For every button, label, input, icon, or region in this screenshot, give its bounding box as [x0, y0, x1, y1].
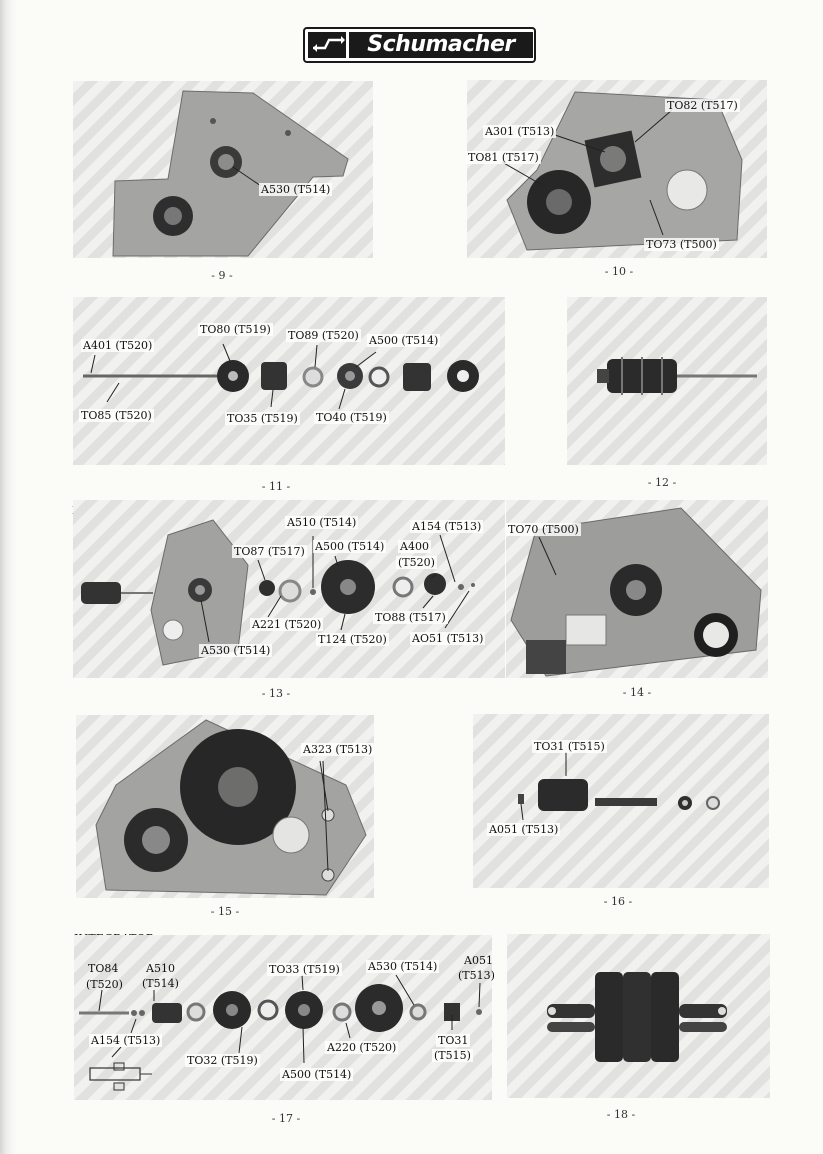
fig11-label-to35: TO35 (T519) [227, 412, 298, 425]
figure-18-photo [507, 934, 770, 1098]
fig11-label-a500: A500 (T514) [369, 334, 439, 347]
figure-9-photo [73, 81, 373, 258]
fig17-label-to31: TO31 [438, 1034, 469, 1047]
fig16-label-to31: TO31 (T515) [534, 740, 605, 753]
fig16-label-a051: A051 (T513) [489, 823, 559, 836]
fig17-label-a510: A510 [146, 962, 175, 975]
fig13-label-a154: A154 (T513) [412, 520, 482, 533]
fig17-label-to33: TO33 (T519) [269, 963, 340, 976]
fig13-label-to88: TO88 (T517) [375, 611, 446, 624]
fig13-label-a530: A530 (T514) [201, 644, 271, 657]
fig13-label-t124: T124 (T520) [318, 633, 387, 646]
figure-14-caption: - 14 - [622, 686, 652, 699]
fig13-label-ao51: AO51 (T513) [412, 632, 484, 645]
fig17-label-a051: A051 [464, 954, 493, 967]
fig13-label-to87: TO87 (T517) [234, 545, 305, 558]
figure-13-caption: - 13 - [261, 687, 291, 700]
fig10-label-to81: TO81 (T517) [468, 151, 539, 164]
fig10-label-to82: TO82 (T517) [667, 99, 738, 112]
figure-11-caption: - 11 - [261, 480, 291, 493]
schumacher-arrows-icon [308, 32, 346, 58]
figure-12-caption: - 12 - [647, 476, 677, 489]
figure-16-caption: - 16 - [603, 895, 633, 908]
binder-edge [0, 0, 18, 1154]
fig11-label-to80: TO80 (T519) [200, 323, 271, 336]
fig17-label-a500: A500 (T514) [282, 1068, 352, 1081]
fig13-label-a510: A510 (T514) [287, 516, 357, 529]
figure-17-caption: - 17 - [271, 1112, 301, 1125]
fig11-label-to40: TO40 (T519) [316, 411, 387, 424]
fig17-label-a510-code: (T514) [142, 977, 179, 990]
figure-10-caption: - 10 - [604, 265, 634, 278]
fig13-label-a221: A221 (T520) [252, 618, 322, 631]
fig11-label-a401: A401 (T520) [83, 339, 153, 352]
fig13-label-a400: A400 [400, 540, 429, 553]
fig10-label-to73: TO73 (T500) [646, 238, 717, 251]
figure-15-caption: - 15 - [210, 905, 240, 918]
figure-9-caption: - 9 - [211, 269, 233, 282]
brand-name: Schumacher [349, 32, 533, 58]
fig17-label-a154: A154 (T513) [91, 1034, 161, 1047]
fig13-label-a400-code: (T520) [398, 556, 435, 569]
fig11-label-to85: TO85 (T520) [81, 409, 152, 422]
figure-16-photo [473, 714, 769, 888]
fig17-label-a530: A530 (T514) [368, 960, 438, 973]
figure-11-photo [73, 297, 505, 465]
fig14-label-to70: TO70 (T500) [508, 523, 579, 536]
fig15-label-a323: A323 (T513) [303, 743, 373, 756]
figure-12-photo [567, 297, 767, 465]
fig9-label-a530: A530 (T514) [261, 183, 331, 196]
fig10-label-a301: A301 (T513) [485, 125, 555, 138]
fig17-label-to31-code: (T515) [434, 1049, 471, 1062]
fig17-label-to84-code: (T520) [86, 978, 123, 991]
fig17-label-a220: A220 (T520) [327, 1041, 397, 1054]
fig13-label-a500: A500 (T514) [315, 540, 385, 553]
schumacher-logo [303, 27, 536, 63]
fig17-label-to84: TO84 [88, 962, 119, 975]
fig17-label-to32: TO32 (T519) [187, 1054, 258, 1067]
fig17-label-a051-code: (T513) [458, 969, 495, 982]
fig11-label-to89: TO89 (T520) [288, 329, 359, 342]
figure-18-caption: - 18 - [606, 1108, 636, 1121]
